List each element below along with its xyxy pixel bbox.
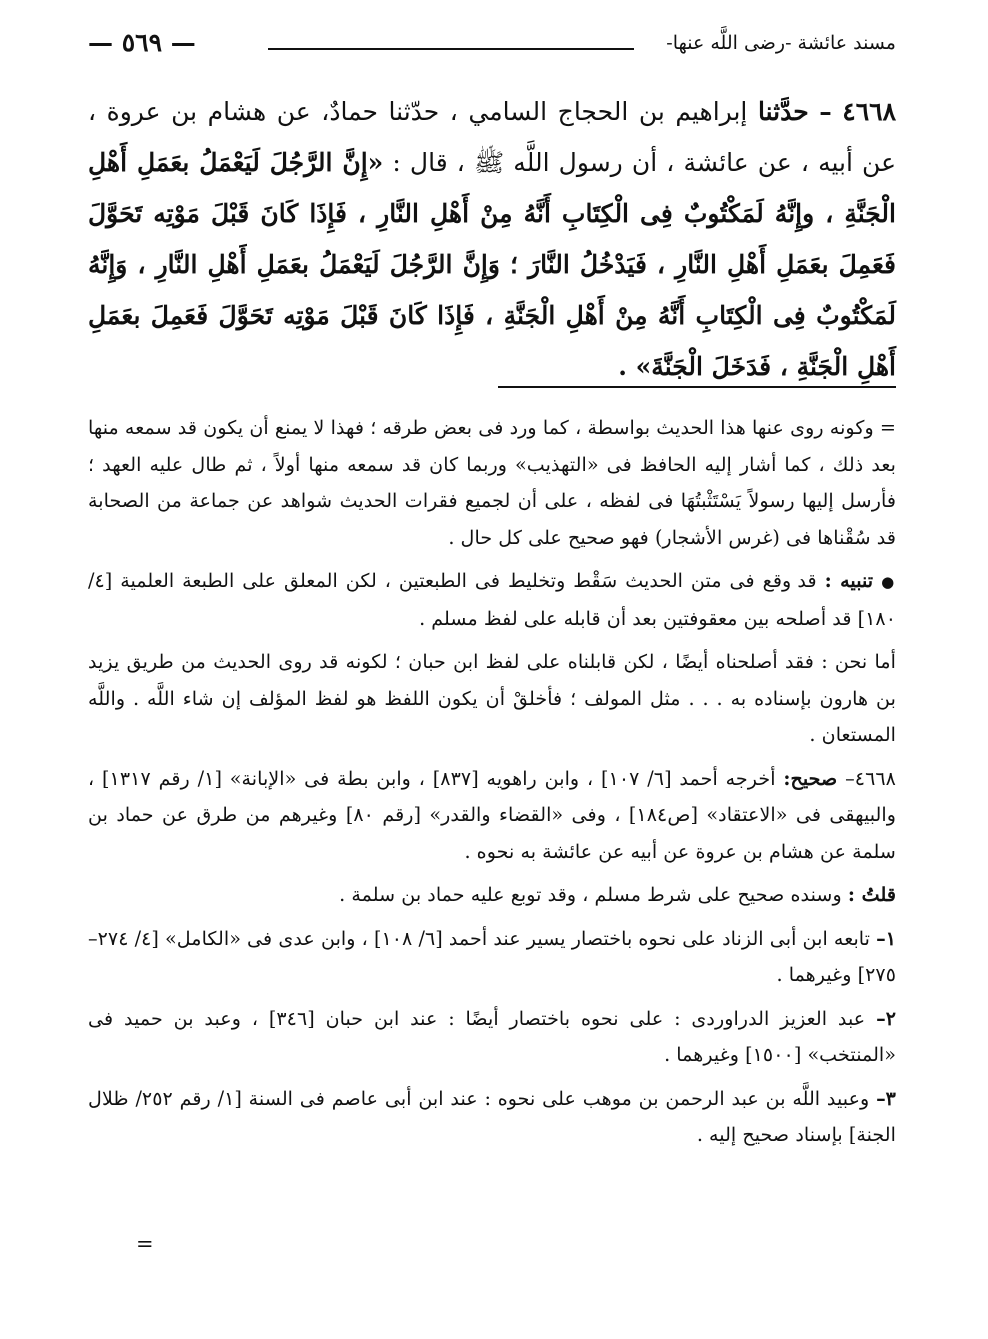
note-qultu — [88, 877, 896, 914]
item-number: ٢– — [876, 1006, 896, 1030]
note-takhrij — [88, 761, 896, 871]
note-tanbih — [88, 563, 896, 637]
continuation-end-mark: = — [136, 1232, 154, 1256]
takhrij-text: أخرجه أحمد [٦/ ١٠٧] ، وابن راهويه [٨٣٧] ، وابن بطة فى «الإبانة» [١/ رقم ١٣١٧] ، والبيهقى فى «الاعتقاد» [ص١٨٤] ، وفى «القضاء والقدر» [رقم ٨٠] وغيرهم من طرق عن حماد بن سلمة عن هشام بن عروة عن أبيه عن عائشة به نحوه . — [88, 766, 896, 863]
note-item-3 — [88, 1081, 896, 1154]
amma-text: أما نحن : فقد أصلحناه أيضًا ، لكن قابلناه على لفظ ابن حبان ؛ لكونه قد روى الحديث من طريق يزيد بن هارون بإسناده به . . . مثل المولف ؛ فأخلقْ أن يكون اللفظ هو لفظ المؤلف إن شاء اللَّه . واللَّه المستعان . — [88, 650, 896, 746]
page-number-value: ٥٦٩ — [121, 28, 163, 57]
page-number: — ٥٦٩ — — [88, 28, 196, 57]
item-number: ١– — [876, 926, 897, 950]
item-number: ٣– — [876, 1086, 896, 1110]
takhrij-number: ٤٦٦٨– — [845, 766, 896, 790]
qultu-text: وسنده صحيح على شرط مسلم ، وقد توبع عليه حماد بن سلمة . — [339, 883, 842, 906]
item-text: عبد العزيز الدراوردى : على نحوه باختصار أيضًا : عند ابن حبان [٣٤٦] ، وعبد بن حميد فى «المنتخب» [١٥٠٠] وغيرهما . — [88, 1006, 896, 1066]
takhrij-label: صحيح: — [783, 766, 838, 790]
tanbih-text: قد وقع فى متن الحديث سَقْط وتخليط فى الطبعتين ، لكن المعلق على الطبعة العلمية [٤/ ١٨٠] قد أصلحه بين معقوفتين بعد أن قابله على لفظ مسلم . — [88, 569, 896, 630]
footnote-separator — [498, 386, 896, 388]
bullet-icon: ● — [881, 573, 897, 591]
note-item-2 — [88, 1001, 896, 1074]
tanbih-label: تنبيه : — [824, 569, 874, 592]
note-amma — [88, 644, 896, 754]
qultu-label: قلتُ : — [847, 883, 896, 906]
item-text: وعبيد اللَّه بن عبد الرحمن بن موهب على نحوه : عند ابن أبى عاصم فى السنة [١/ رقم ٢٥٢/ ظلال الجنة] بإسناد صحيح إليه . — [88, 1086, 896, 1146]
hadith-lead: حدَّثنا — [757, 97, 809, 126]
hadith-matn: «إِنَّ الرَّجُلَ لَيَعْمَلُ بعَمَلِ أَهْلِ الْجَنَّةِ ، وإِنَّهُ لَمَكْتُوبٌ فِى الْكِتَابِ أَنَّهُ مِنْ أَهْلِ النَّارِ ، فَإِذَا كَانَ قَبْلَ مَوْتِه تَحَوَّلَ فَعَمِلَ بعَمَلِ أَهْلِ النَّارِ ، فَيَدْخُلُ النَّارَ ؛ وَإِنَّ الرَّجُلَ لَيَعْمَلُ بعَمَلِ أَهْلِ النَّارِ ، وَإِنَّهُ لَمَكْتُوبٌ فِى الْكِتَابِ أَنَّهُ مِنْ أَهْلِ الْجَنَّةِ ، فَإِذَا كَانَ قَبْلَ مَوْتِه تَحَوَّلَ فَعَمِلَ بعَمَلِ أَهْلِ الْجَنَّةِ ، فَدَخَلَ الْجَنَّةَ» . — [88, 148, 896, 381]
footnotes — [88, 410, 896, 1161]
continuation-mark: = — [879, 416, 896, 439]
continuation-text: وكونه روى عنها هذا الحديث بواسطة ، كما ورد فى بعض طرقه ؛ فهذا لا يمنع أن يكون قد سمعه منها بعد ذلك ، كما أشار إليه الحافظ فى «التهذيب» وربما كان قد سمعه منها أولاً ، ثم طال عليه العهد ؛ فأرسل إليها رسولاً يَسْتَثْبتُهَا فى لفظه ، على أن لجميع فقرات الحديث شواهد عن جماعة من الصحابة قد سُقْناها فى (غرس الأشجار) فهو صحيح على كل حال . — [88, 416, 896, 549]
hadith-number: ٤٦٦٨ — [842, 97, 896, 126]
item-text: تابعه ابن أبى الزناد على نحوه باختصار يسير عند أحمد [٦/ ١٠٨] ، وابن عدى فى «الكامل» [٤/ ٢٧٤–٢٧٥] وغيرهما . — [88, 926, 896, 986]
hadith-dash: – — [819, 97, 832, 126]
note-continuation — [88, 410, 896, 556]
header-rule — [268, 48, 634, 50]
note-item-1 — [88, 921, 896, 994]
hadith-isnad: إبراهيم بن الحجاج السامي ، حدّثنا حمادٌ، عن هشام بن عروة ، عن أبيه ، عن عائشة ، أن رسول اللَّه ﷺ ، قال : — [88, 97, 896, 177]
header-title: مسند عائشة -رضى اللَّه عنها- — [666, 32, 896, 54]
running-header — [88, 28, 896, 64]
hadith-text — [88, 86, 896, 392]
